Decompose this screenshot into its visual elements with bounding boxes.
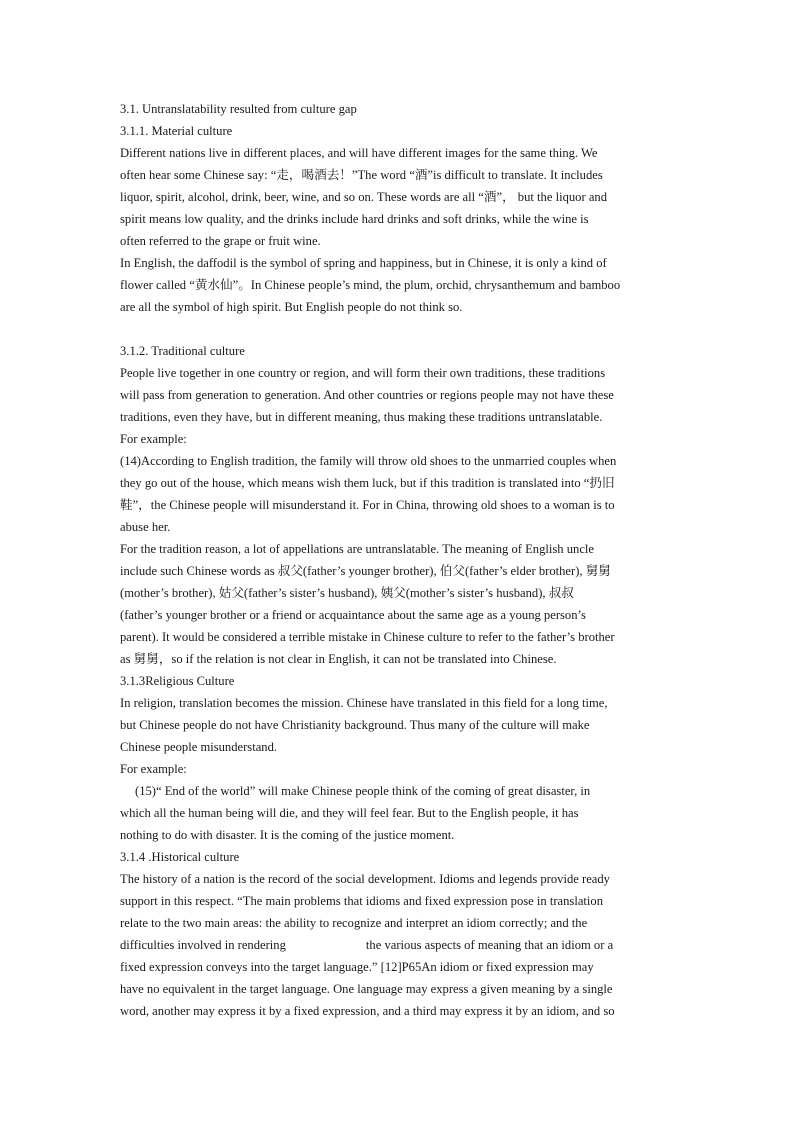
text-line: as 舅舅，so if the relation is not clear in English, it can not be translated into Chinese. <box>120 652 557 666</box>
text-line: (father’s younger brother or a friend or acquaintance about the same age as a young person’s <box>120 608 586 622</box>
subsection-heading: 3.1.2. Traditional culture <box>120 344 245 358</box>
subsection-heading: 3.1.4 .Historical culture <box>120 850 240 864</box>
document-page <box>120 98 680 1022</box>
text-fragment: the various aspects of meaning that an idiom or a <box>365 938 614 952</box>
text-line: traditions, even they have, but in different meaning, thus making these traditions untranslatable. <box>120 410 603 424</box>
text-line: flower called “黄水仙”。In Chinese people’s mind, the plum, orchid, chrysanthemum and bamboo <box>120 278 621 292</box>
text-line: have no equivalent in the target language. One language may express a given meaning by a single <box>120 982 613 996</box>
text-line: they go out of the house, which means wish them luck, but if this tradition is translated into “扔旧 <box>120 476 615 490</box>
text-line: abuse her. <box>120 520 171 534</box>
text-line: (mother’s brother), 姑父(father’s sister’s husband), 姨父(mother’s sister’s husband), 叔叔 <box>120 586 574 600</box>
text-line: (14)According to English tradition, the family will throw old shoes to the unmarried couples when <box>120 454 617 468</box>
text-line: Different nations live in different places, and will have different images for the same thing. We <box>120 146 598 160</box>
text-line: Chinese people misunderstand. <box>120 740 278 754</box>
text-line: parent). It would be considered a terrible mistake in Chinese culture to refer to the father’s brother <box>120 630 615 644</box>
text-line: 鞋”，the Chinese people will misunderstand it. For in China, throwing old shoes to a woman is to <box>120 498 615 512</box>
text-line: support in this respect. “The main problems that idioms and fixed expression pose in translation <box>120 894 604 908</box>
text-line: For the tradition reason, a lot of appellations are untranslatable. The meaning of English uncle <box>120 542 594 556</box>
text-line <box>120 934 680 956</box>
text-line: For example: <box>120 762 187 776</box>
text-line: often hear some Chinese say: “走，喝酒去！”The word “酒”is difficult to translate. It includes <box>120 168 603 182</box>
text-line: People live together in one country or region, and will form their own traditions, these traditions <box>120 366 606 380</box>
text-line: spirit means low quality, and the drinks include hard drinks and soft drinks, while the wine is <box>120 212 589 226</box>
text-line: In religion, translation becomes the mission. Chinese have translated in this field for a long time, <box>120 696 608 710</box>
text-fragment: difficulties involved in rendering <box>120 938 286 952</box>
text-line: word, another may express it by a fixed expression, and a third may express it by an idiom, and so <box>120 1004 615 1018</box>
subsection-heading: 3.1.1. Material culture <box>120 124 233 138</box>
text-line: liquor, spirit, alcohol, drink, beer, wine, and so on. These words are all “酒”， but the liquor and <box>120 190 607 204</box>
subsection-heading: 3.1.3Religious Culture <box>120 674 235 688</box>
text-line: fixed expression conveys into the target language.” [12]P65An idiom or fixed expression may <box>120 960 594 974</box>
text-line: will pass from generation to generation. And other countries or regions people may not have these <box>120 388 614 402</box>
text-line: (15)“ End of the world” will make Chinese people think of the coming of great disaster, in <box>135 784 591 798</box>
text-line: nothing to do with disaster. It is the coming of the justice moment. <box>120 828 455 842</box>
paragraph-gap <box>120 318 680 340</box>
text-line: In English, the daffodil is the symbol of spring and happiness, but in Chinese, it is only a kind of <box>120 256 607 270</box>
text-line: relate to the two main areas: the ability to recognize and interpret an idiom correctly; and the <box>120 916 588 930</box>
text-line: are all the symbol of high spirit. But English people do not think so. <box>120 300 463 314</box>
text-line: but Chinese people do not have Christianity background. Thus many of the culture will make <box>120 718 590 732</box>
text-line: include such Chinese words as 叔父(father’s younger brother), 伯父(father’s elder brother), 舅舅 <box>120 564 611 578</box>
text-line: The history of a nation is the record of the social development. Idioms and legends provide ready <box>120 872 610 886</box>
text-line: often referred to the grape or fruit wine. <box>120 234 321 248</box>
section-heading: 3.1. Untranslatability resulted from culture gap <box>120 102 357 116</box>
text-line: For example: <box>120 432 187 446</box>
text-line: which all the human being will die, and they will feel fear. But to the English people, it has <box>120 806 579 820</box>
